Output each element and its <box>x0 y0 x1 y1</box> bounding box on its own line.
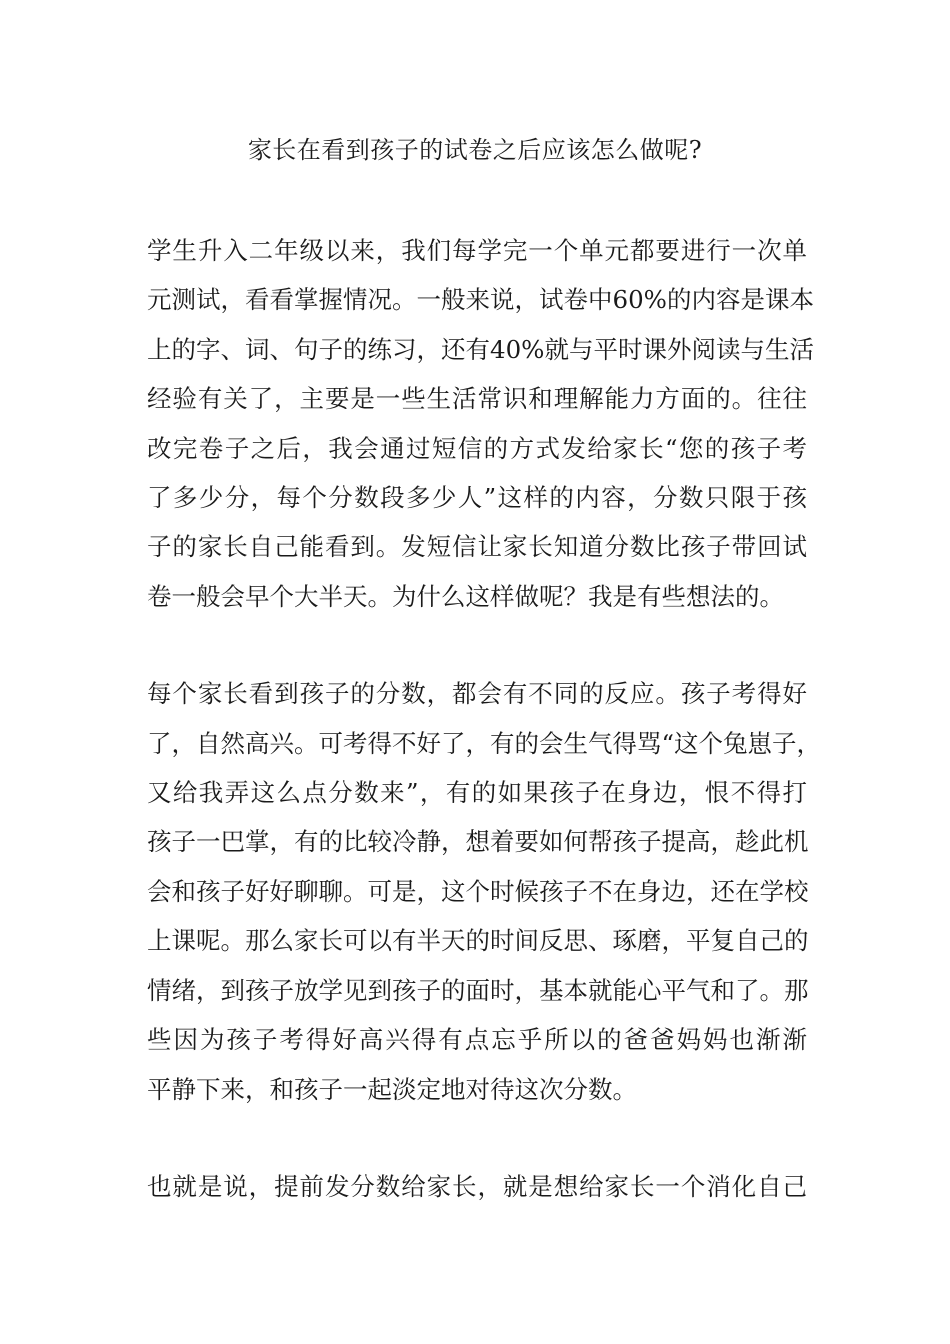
text-line: 会和孩子好好聊聊。可是，这个时候孩子不在身边，还在学校 <box>147 876 809 906</box>
text-line: 每个家长看到孩子的分数，都会有不同的反应。孩子考得好 <box>147 679 807 709</box>
text-line: 孩子一巴掌，有的比较冷静，想着要如何帮孩子提高，趁此机 <box>147 827 809 857</box>
paragraph-2 <box>147 669 822 1114</box>
text-line: 平静下来，和孩子一起淡定地对待这次分数。 <box>147 1074 637 1104</box>
document-title: 家长在看到孩子的试卷之后应该怎么做呢? <box>247 136 703 164</box>
text-line: 也就是说，提前发分数给家长，就是想给家长一个消化自己 <box>147 1171 807 1201</box>
text-line: 又给我弄这么点分数来”，有的如果孩子在身边，恨不得打 <box>147 778 807 808</box>
text-line: 卷一般会早个大半天。为什么这样做呢？我是有些想法的。 <box>147 581 784 611</box>
text-line: 子的家长自己能看到。发短信让家长知道分数比孩子带回试 <box>147 532 807 562</box>
text-line: 上的字、词、句子的练习，还有40%就与平时课外阅读与生活 <box>147 334 814 364</box>
document-body <box>147 226 822 1259</box>
text-line: 了，自然高兴。可考得不好了，有的会生气得骂“这个兔崽子， <box>147 728 822 758</box>
text-line: 学生升入二年级以来，我们每学完一个单元都要进行一次单 <box>147 236 807 265</box>
text-line: 上课呢。那么家长可以有半天的时间反思、琢磨，平复自己的 <box>147 926 809 956</box>
text-line: 改完卷子之后，我会通过短信的方式发给家长“您的孩子考 <box>147 433 807 463</box>
text-line: 了多少分，每个分数段多少人”这样的内容，分数只限于孩 <box>147 483 807 513</box>
text-line: 元测试，看看掌握情况。一般来说，试卷中60%的内容是课本 <box>147 285 814 315</box>
text-line: 经验有关了，主要是一些生活常识和理解能力方面的。往往 <box>147 384 807 414</box>
paragraph-3 <box>147 1162 807 1211</box>
text-line: 情绪，到孩子放学见到孩子的面时，基本就能心平气和了。那 <box>147 975 809 1005</box>
text-line: 些因为孩子考得好高兴得有点忘乎所以的爸爸妈妈也渐渐 <box>147 1025 807 1055</box>
paragraph-1 <box>147 226 814 621</box>
